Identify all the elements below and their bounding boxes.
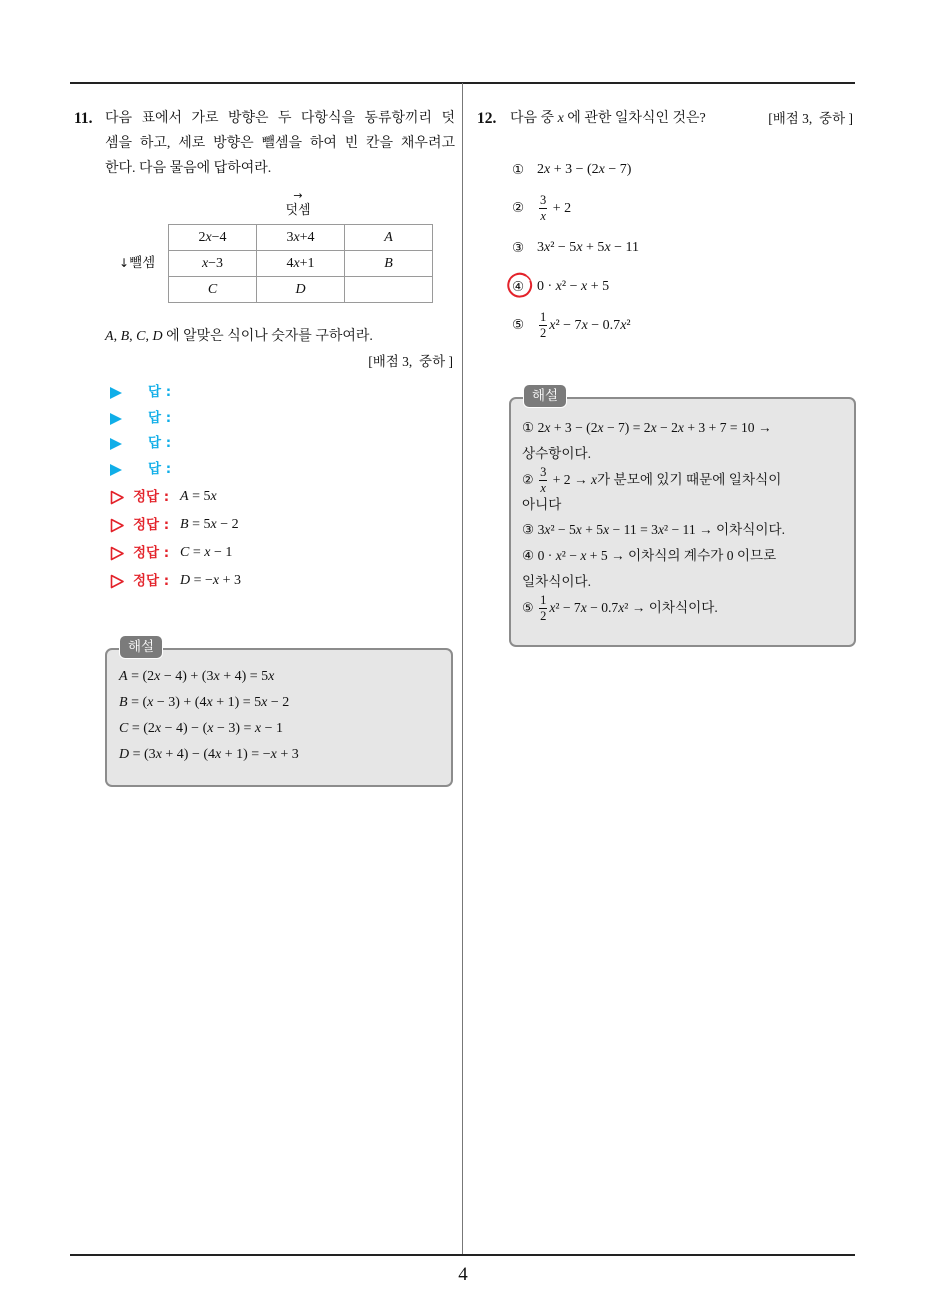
explanation-lines <box>119 664 299 768</box>
fraction-denominator: x <box>540 481 546 496</box>
fraction-denominator: x <box>540 209 546 224</box>
explanation-line: A = (2x − 4) + (3x + 4) = 5x <box>119 669 275 684</box>
correct-answer-expression: D = −x + 3 <box>180 573 242 588</box>
answer-row <box>108 380 408 406</box>
fraction-numerator: 3 <box>539 466 547 481</box>
option-expression: 2x + 3 − (2x − 7) <box>537 162 632 177</box>
answer-label: 답 : <box>148 461 172 478</box>
table-cell: C <box>169 277 257 303</box>
score-label: [배점 3, 중하 ] <box>768 111 853 126</box>
correct-answer-label: 정답 : <box>133 517 170 533</box>
option-number: ① <box>512 162 525 178</box>
explanation-tab: 해설 <box>524 385 566 407</box>
option-expression-rest: x² − 7x − 0.7x² <box>549 317 631 333</box>
outline-triangle-icon <box>110 546 125 561</box>
explanation-line: C = (2x − 4) − (x − 3) = x − 1 <box>119 721 284 736</box>
down-arrow-icon: ↓ <box>119 256 130 270</box>
correct-answer-expression: C = x − 1 <box>180 545 233 560</box>
option-number: ⑤ <box>522 600 534 616</box>
outline-triangle-icon <box>110 490 125 505</box>
correct-answer-label: 정답 : <box>133 573 170 589</box>
play-triangle-icon <box>110 387 122 399</box>
fraction-denominator: 2 <box>540 326 547 341</box>
table-cell: D <box>257 277 345 303</box>
page-number: 4 <box>458 1264 468 1285</box>
bottom-rule <box>70 1254 855 1256</box>
answer-label: 답 : <box>148 409 172 426</box>
stem-line: 셈을 하고, 세로 방향은 뺄셈을 하여 빈 칸을 채우려고 <box>105 136 455 151</box>
correct-answer-row <box>108 483 428 511</box>
correct-answer-expression: A = 5x <box>180 489 217 504</box>
table-row <box>169 277 433 303</box>
explanation-line: B = (x − 3) + (4x + 1) = 5x − 2 <box>119 695 290 710</box>
option-expression <box>537 194 571 223</box>
option-2 <box>512 194 832 222</box>
answer-blanks <box>108 380 408 483</box>
right-arrow-icon: → <box>293 189 303 202</box>
explanation-line <box>522 593 785 624</box>
answer-row <box>108 406 408 432</box>
option-3 <box>512 234 832 262</box>
explanation-line: ① 2x + 3 − (2x − 7) = 2x − 2x + 3 + 7 = 10 → <box>522 420 772 435</box>
outline-triangle-icon <box>110 574 125 589</box>
polynomial-table <box>168 224 433 303</box>
table-cell: A <box>345 225 433 251</box>
table-cell: 3x+4 <box>257 225 345 251</box>
correct-answer-row <box>108 511 428 539</box>
option-number: ② <box>522 472 534 488</box>
option-number: ⑤ <box>512 317 525 333</box>
fraction-numerator: 1 <box>539 594 547 609</box>
explanation-line: ③ 3x² − 5x + 5x − 11 = 3x² − 11 → 이차식이다. <box>522 522 786 538</box>
table-cell: x−3 <box>169 251 257 277</box>
fraction <box>539 594 547 623</box>
option-5 <box>512 311 832 339</box>
outline-triangle-icon <box>110 518 125 533</box>
correct-answers <box>108 483 428 595</box>
answer-label: 답 : <box>148 435 172 452</box>
explanation-tab: 해설 <box>120 636 162 658</box>
column-header <box>278 190 318 218</box>
row-header-label: 뺄셈 <box>129 255 156 270</box>
question-number: 12. <box>477 110 497 127</box>
correct-answer-row <box>108 539 428 567</box>
fraction-numerator: 3 <box>539 194 547 209</box>
question-number: 11. <box>74 110 93 127</box>
table-cell: B <box>345 251 433 277</box>
stem-line: 다음 표에서 가로 방향은 두 다항식을 동류항끼리 덧 <box>105 111 455 126</box>
row-header <box>119 251 155 275</box>
column-header-label: 덧셈 <box>285 202 311 217</box>
option-expression: 0 · x² − x + 5 <box>537 279 610 294</box>
question-prompt: A, B, C, D 에 알맞은 식이나 숫자를 구하여라. <box>105 329 373 344</box>
option-1 <box>512 156 832 184</box>
answer-row <box>108 457 408 483</box>
correct-answer-label: 정답 : <box>133 489 170 505</box>
option-expression: 3x² − 5x + 5x − 11 <box>537 240 640 255</box>
table-cell: 2x−4 <box>169 225 257 251</box>
answer-label: 답 : <box>148 384 172 400</box>
fraction <box>539 311 547 340</box>
fraction-numerator: 1 <box>539 311 547 326</box>
correct-answer-row <box>108 567 428 595</box>
explanation-text: x² − 7x − 0.7x² → 이차식이다. <box>549 599 718 615</box>
option-number: ③ <box>512 240 525 256</box>
option-4 <box>512 273 832 301</box>
option-number: ② <box>512 200 525 216</box>
explanation-line: ④ 0 · x² − x + 5 → 이차식의 계수가 0 이므로 <box>522 547 777 563</box>
fraction-denominator: 2 <box>540 609 547 624</box>
correct-answer-label: 정답 : <box>133 545 170 561</box>
play-triangle-icon <box>110 413 122 425</box>
explanation-line: 일차식이다. <box>522 573 592 589</box>
column-divider <box>462 83 463 1255</box>
stem-line: 한다. 다음 물음에 답하여라. <box>105 161 272 176</box>
explanation-box <box>105 648 453 787</box>
explanation-line: 아니다 <box>522 496 562 512</box>
option-expression <box>537 311 631 340</box>
question-stem: 다음 중 x 에 관한 일차식인 것은? <box>510 111 706 126</box>
play-triangle-icon <box>110 464 122 476</box>
question-stem <box>105 106 455 181</box>
explanation-lines <box>522 415 786 624</box>
explanation-line <box>522 465 785 496</box>
explanation-line: D = (3x + 4) − (4x + 1) = −x + 3 <box>119 747 299 762</box>
answer-row <box>108 431 408 457</box>
option-number: ④ <box>512 279 525 295</box>
explanation-line: 상수항이다. <box>522 445 592 461</box>
explanation-text: + 2 → x가 분모에 있기 때문에 일차식이 <box>552 471 782 487</box>
correct-answer-expression: B = 5x − 2 <box>180 517 239 532</box>
score-label: [배점 3, 중하 ] <box>368 354 453 369</box>
play-triangle-icon <box>110 438 122 450</box>
table-cell: 4x+1 <box>257 251 345 277</box>
answer-mark-circle <box>506 272 533 299</box>
fraction <box>539 194 547 223</box>
table-row <box>169 225 433 251</box>
table-row <box>169 251 433 277</box>
option-expression-rest: + 2 <box>552 200 572 216</box>
table-cell <box>345 277 433 303</box>
explanation-box <box>509 397 856 647</box>
